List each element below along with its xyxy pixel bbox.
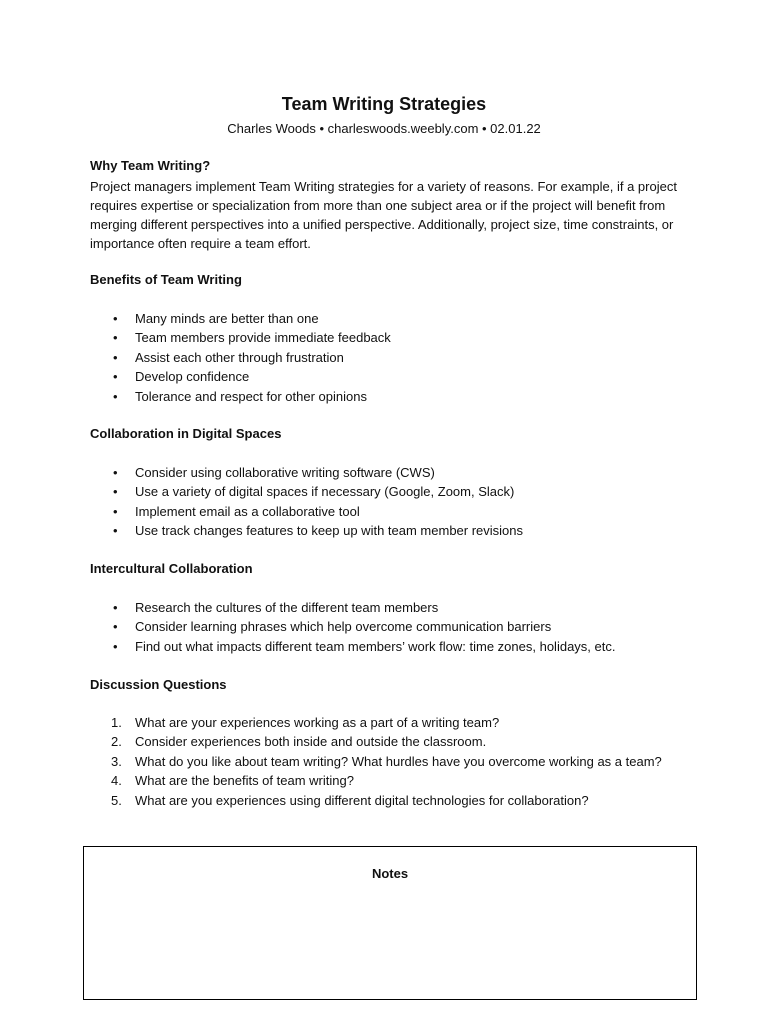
section-heading-discussion: Discussion Questions — [90, 677, 227, 692]
intercultural-list — [90, 598, 685, 656]
notes-label: Notes — [371, 866, 409, 881]
digital-list — [90, 463, 685, 541]
list-item: • Consider using collaborative writing software (CWS) — [90, 463, 685, 482]
list-item: • Find out what impacts different team members’ work flow: time zones, holidays, etc. — [90, 637, 685, 656]
list-item: • Many minds are better than one — [90, 309, 685, 328]
list-item — [90, 732, 685, 751]
list-item — [90, 771, 685, 790]
list-number: 1. — [111, 715, 122, 730]
list-item — [90, 791, 685, 810]
section-heading-why: Why Team Writing? — [90, 158, 211, 173]
list-item: • Implement email as a collaborative tool — [90, 502, 685, 521]
list-item: • Use track changes features to keep up with team member revisions — [90, 521, 685, 540]
list-item — [90, 713, 685, 732]
list-number: 5. — [111, 792, 122, 808]
list-item: • Research the cultures of the different team members — [90, 598, 685, 617]
list-item: • Develop confidence — [90, 367, 685, 386]
list-item — [90, 752, 685, 771]
page-title: Team Writing Strategies — [281, 94, 487, 114]
discussion-list — [90, 713, 685, 810]
section-heading-benefits: Benefits of Team Writing — [90, 272, 242, 287]
section-heading-intercultural: Intercultural Collaboration — [90, 561, 253, 576]
list-item: • Tolerance and respect for other opinions — [90, 387, 685, 406]
list-item: • Assist each other through frustration — [90, 348, 685, 367]
section-heading-digital: Collaboration in Digital Spaces — [90, 426, 282, 441]
benefits-list — [90, 309, 685, 406]
list-number: 4. — [111, 773, 122, 789]
list-number: 3. — [111, 753, 122, 769]
question-text: What do you like about team writing? What hurdles have you overcome working as a team? — [135, 753, 662, 769]
byline: Charles Woods • charleswoods.weebly.com • 02.01.22 — [227, 121, 541, 136]
list-item: • Team members provide immediate feedback — [90, 328, 685, 347]
list-item: • Use a variety of digital spaces if necessary (Google, Zoom, Slack) — [90, 482, 685, 501]
question-text: What are the benefits of team writing? — [135, 773, 354, 789]
list-number: 2. — [111, 734, 122, 750]
question-text: What are your experiences working as a part of a writing team? — [135, 715, 500, 730]
notes-box — [83, 846, 697, 1000]
list-item: • Consider learning phrases which help overcome communication barriers — [90, 617, 685, 636]
question-text: Consider experiences both inside and outside the classroom. — [135, 734, 487, 750]
why-paragraph: Project managers implement Team Writing strategies for a variety of reasons. For example, if a project requires expertise or specialization from more than one subject area or if the project will benefit from merging different perspectives into a unified perspective. Additionally, project size, time constraints, or importance often require a team effort. — [90, 179, 677, 251]
question-text: What are you experiences using different digital technologies for collaboration? — [135, 792, 589, 808]
